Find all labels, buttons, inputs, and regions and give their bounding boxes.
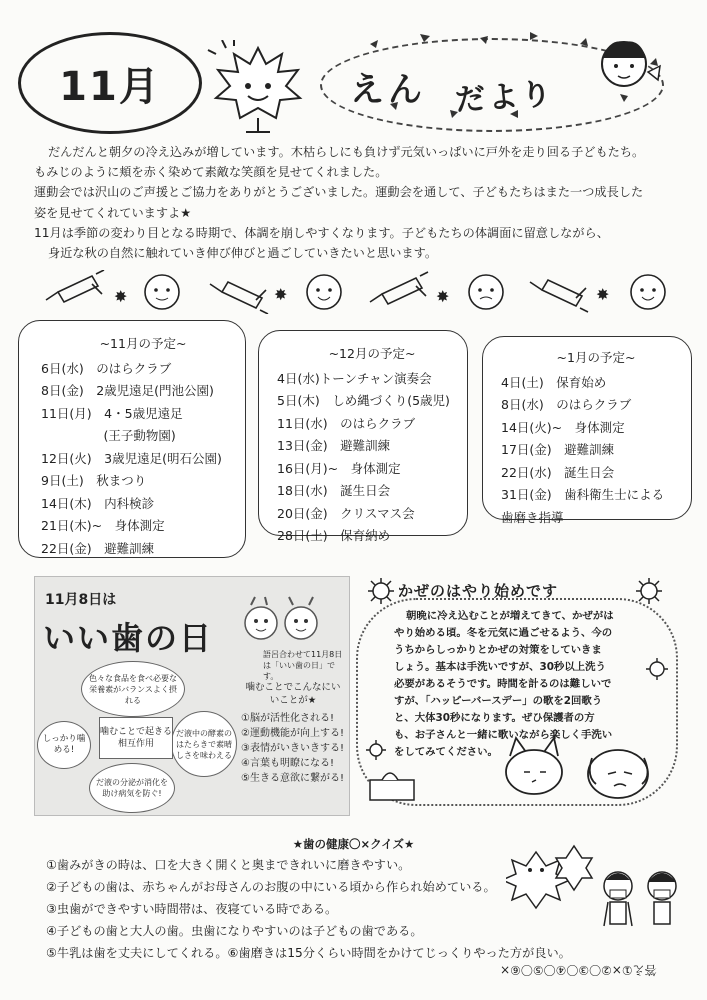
germ-icon [366,576,396,606]
schedule-item: 13日(金) 避難訓練 [277,438,391,453]
falling-leaves-icon [360,24,680,124]
cold-line: うちからしっかりとかぜの対策をしていきま [394,644,602,656]
quiz-answer-upside-down: 答え①×②〇③〇④〇⑤〇⑥× [500,963,657,977]
schedule-item: 14日(木) 内科検診 [41,495,155,511]
schedule-heading: ~12月の予定~ [328,346,416,361]
sick-cat-dog-icon [360,736,660,806]
germ-icon [644,656,670,682]
schedule-item: 4日(土) 保育始め [501,374,607,390]
schedule-item: 6日(水) のはらクラブ [41,360,172,376]
schedule-item: 12日(火) 3歳児遠足(明石公園) [41,450,222,466]
face-icon [631,275,665,309]
quiz-item: ①歯みがきの時は、口を大きく開くと奥まできれいに磨きやすい。 [46,858,411,872]
schedule-item: 5日(木) しめ縄づくり(5歳児) [277,393,450,408]
schedule-item: 16日(月)~ 身体測定 [277,460,401,476]
face-icon [145,275,179,309]
schedule-january [482,336,692,525]
svg-text:✸: ✸ [114,287,128,306]
divider-syringe-faces [40,270,670,314]
cold-line: 必要があるそうです。時間を計るのは難しいで [394,678,612,690]
schedule-item: 8日(水) のはらクラブ [501,397,632,412]
poster-note: 語呂合わせて11月8日は「いい歯の日」です。 [263,650,343,681]
schedule-item: 17日(金) 避難訓練 [501,442,615,457]
tooth-day-poster [34,576,350,816]
benefit-item: ④言葉も明瞭になる! [241,758,334,769]
intro-text [34,142,684,263]
cold-line: しょう。基本は手洗いですが、30秒以上洗う [394,661,606,673]
quiz-item: ②子どもの歯は、赤ちゃんがお母さんのお腹の中にいる頃から作られ始めている。 [46,880,496,894]
cold-line: も、お子さんと一緒に歌いながら楽しく手洗い [394,729,613,741]
poster-date: 11月8日は [45,592,117,608]
schedule-item: 11日(水) のはらクラブ [277,415,416,431]
schedule-item: 8日(金) 2歳児遠足(門池公園) [41,383,214,398]
circle-saliva-enzyme: だ液中の酵素のはたらきで素晴しさを味わえる [171,711,237,777]
germs-and-children-icon [506,836,696,932]
syringe-icon [370,272,428,304]
benefit-item: ①脳が活性化される! [241,713,334,724]
schedule-item: 20日(金) クリスマス会 [277,505,415,521]
quiz-title: ★歯の健康〇×クイズ★ [292,837,415,851]
circle-chew: しっかり噛める! [37,721,91,769]
face-icon [307,275,341,309]
poster-center-box: 噛むことで起きる相互作用 [99,717,173,759]
schedule-item: 11日(月) 4・5歳児遠足 [41,405,183,421]
month-badge [18,32,202,134]
intro-line: 身近な秋の自然に触れていき伸び伸びと過ごしていきたいと思います。 [48,246,438,261]
schedule-item: (王子動物園) [91,428,176,443]
quiz-item: ④子どもの歯と大人の歯。虫歯になりやすいのは子どもの歯である。 [46,924,423,938]
schedule-heading: ~11月の予定~ [99,336,187,351]
svg-text:✸: ✸ [436,287,450,306]
cold-line: すが、「ハッピーバースデー」の歌を2回歌う [394,695,603,707]
intro-line: 運動会では沢山のご声援とご協力をありがとうございました。運動会を通して、子どもたちはまた一つ成長した [34,185,644,200]
leaf-character-icon [206,40,310,136]
intro-line: だんだんと朝夕の冷え込みが増しています。木枯らしにも負けず元気いっぱいに戸外を走り回る子どもたち。 [48,145,645,159]
schedule-december [258,330,468,543]
benefit-item: ⑤生きる意欲に繋がる! [241,773,344,784]
svg-text:✸: ✸ [596,285,610,304]
circle-nutrition: 色々な食品を食べ必要な栄養素がバランスよく摂れる [81,661,185,717]
benefit-item: ②運動機能が向上する! [241,728,344,739]
syringe-icon [530,280,588,312]
schedule-november [18,320,246,558]
cold-line: をしてみてください。 [394,746,498,758]
intro-line: もみじのように頬を赤く染めて素敵な笑顔を見せてくれました。 [34,165,388,180]
syringe-icon [46,270,104,302]
cold-line: と、大体30秒になります。ぜひ保護者の方 [394,712,595,724]
quiz-item: ③虫歯ができやすい時間帯は、夜寝ている時である。 [46,902,338,916]
poster-benefits [241,711,344,786]
schedule-item: 22日(金) 避難訓練 [41,540,155,556]
intro-line: 姿を見せてくれていますよ★ [34,205,192,220]
schedule-item: 14日(火)~ 身体測定 [501,419,625,435]
schedule-item: 21日(木)~ 身体測定 [41,518,165,533]
circle-digestion: だ液の分泌が消化を助け病気を防ぐ! [89,763,175,813]
syringe-icon [210,282,268,314]
germ-icon [364,738,388,762]
schedule-item: 18日(水) 誕生日会 [277,483,391,498]
cold-line: やり始める頃。冬を元気に過ごせるよう、今の [394,627,613,639]
schedule-item: 4日(水)トーンチャン演奏会 [277,370,432,386]
svg-text:✸: ✸ [274,285,288,304]
star-icon [114,287,127,306]
cold-article-title: かぜのはやり始めです [398,582,559,600]
benefit-item: ③表情がいきいきする! [241,743,344,754]
poster-question: 噛むことでこんなにいいことが★ [245,682,341,706]
schedule-heading: ~1月の予定~ [556,350,636,365]
star-icon [596,285,609,304]
star-icon [274,285,287,304]
poster-title: いい歯の日 [43,619,214,657]
schedule-item: 9日(土) 秋まつり [41,473,147,488]
star-icon [436,287,449,306]
month-label: 11月 [59,63,161,110]
toothbrush-characters-icon [231,595,331,651]
quiz-item: ⑤牛乳は歯を丈夫にしてくれる。⑥歯磨きは15分くらい時間をかけてじっくりやった方が良い。 [46,946,571,960]
schedule-item: 28日(土) 保育納め [277,528,391,543]
intro-line: 11月は季節の変わり目となる時期で、体調を崩しやすくなります。子どもたちの体調面に留意しながら、 [34,225,609,240]
quiz-list [46,854,571,964]
schedule-item: 31日(金) 歯科衛生士による [501,487,665,502]
schedule-item: 22日(水) 誕生日会 [501,464,615,480]
face-icon [469,275,503,309]
newsletter-title-en: えん [350,70,426,110]
schedule-item: 歯磨き指導 [501,509,564,525]
cold-line: 朝晩に冷え込むことが増えてきて、かぜがは [406,610,614,622]
newsletter-title-dayori: だより [454,76,556,119]
